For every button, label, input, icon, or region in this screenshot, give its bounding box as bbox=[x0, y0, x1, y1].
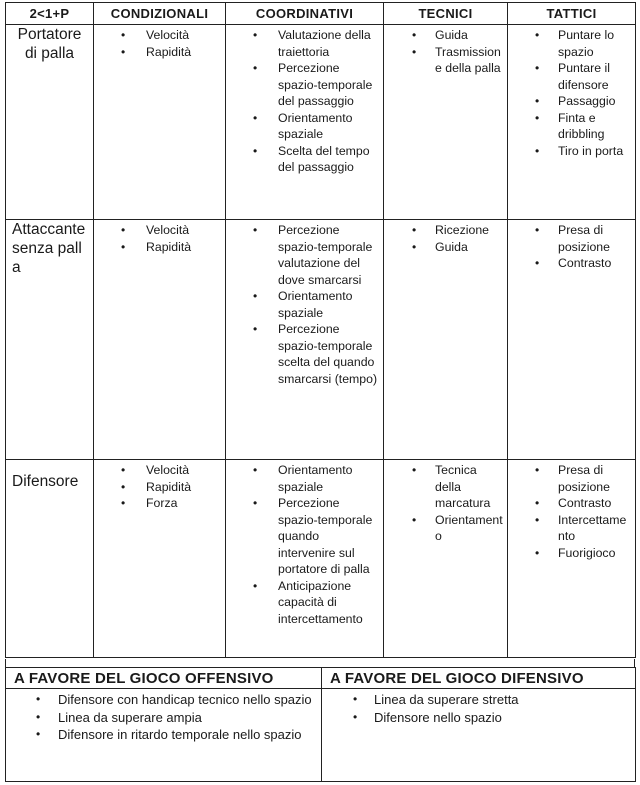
list-item: • Rapidità bbox=[94, 479, 221, 496]
list-item: • Difensore in ritardo temporale nello spazio bbox=[6, 726, 315, 744]
list-item: • Percezione spazio-temporale del passaggio bbox=[226, 60, 379, 110]
list-item: • Presa di posizione bbox=[508, 222, 631, 255]
row-label-text: Portatore di palla bbox=[17, 26, 82, 62]
list-item: • Contrasto bbox=[508, 255, 631, 272]
cell-tattici bbox=[508, 460, 636, 658]
row-portatore bbox=[6, 25, 636, 220]
cell-tecnici bbox=[384, 25, 508, 220]
list-item: • Velocità bbox=[94, 462, 221, 479]
list-item: • Velocità bbox=[94, 222, 221, 239]
list-item: • Guida bbox=[384, 239, 503, 256]
list-item: • Fuorigioco bbox=[508, 545, 631, 562]
difensivo-title: A FAVORE DEL GIOCO DIFENSIVO bbox=[322, 668, 636, 689]
list-item: • Passaggio bbox=[508, 93, 631, 110]
cell-tattici bbox=[508, 220, 636, 460]
list-item: • Percezione spazio-temporale scelta del quando smarcarsi (tempo) bbox=[226, 321, 379, 387]
list-item: • Scelta del tempo del passaggio bbox=[226, 143, 379, 176]
row-difensore bbox=[6, 460, 636, 658]
header-corner: 2<1+P bbox=[6, 3, 94, 25]
list-item: • Orientamento spaziale bbox=[226, 462, 379, 495]
row-label bbox=[6, 220, 94, 460]
list-item: • Rapidità bbox=[94, 44, 221, 61]
list-item: • Difensore nello spazio bbox=[322, 709, 629, 727]
list-item: • Orientamento spaziale bbox=[226, 288, 379, 321]
list-item: • Tiro in porta bbox=[508, 143, 631, 160]
list-item: • Difensore con handicap tecnico nello spazio bbox=[6, 691, 315, 709]
cell-coordinativi bbox=[226, 220, 384, 460]
cell-condizionali bbox=[94, 220, 226, 460]
header-coordinativi: COORDINATIVI bbox=[226, 3, 384, 25]
list-item: • Puntare il difensore bbox=[508, 60, 631, 93]
offensivo-cell bbox=[6, 689, 322, 782]
row-attaccante bbox=[6, 220, 636, 460]
header-condizionali: CONDIZIONALI bbox=[94, 3, 226, 25]
row-label-text: Difensore bbox=[12, 473, 79, 490]
row-label-text: Attaccante senza palla bbox=[12, 221, 86, 276]
list-item: • Valutazione della traiettoria bbox=[226, 27, 379, 60]
cell-tecnici bbox=[384, 460, 508, 658]
list-item: • Contrasto bbox=[508, 495, 631, 512]
list-item: • Velocità bbox=[94, 27, 221, 44]
analysis-table bbox=[5, 2, 636, 658]
list-item: • Linea da superare stretta bbox=[322, 691, 629, 709]
list-item: • Percezione spazio-temporale valutazione del dove smarcarsi bbox=[226, 222, 379, 288]
list-item: • Ricezione bbox=[384, 222, 503, 239]
list-item: • Orientamento bbox=[384, 512, 503, 545]
offensivo-title: A FAVORE DEL GIOCO OFFENSIVO bbox=[6, 668, 322, 689]
header-row bbox=[6, 3, 636, 25]
list-item: • Puntare lo spazio bbox=[508, 27, 631, 60]
list-item: • Percezione spazio-temporale quando intervenire sul portatore di palla bbox=[226, 495, 379, 578]
cell-tattici bbox=[508, 25, 636, 220]
list-item: • Anticipazione capacità di intercettamento bbox=[226, 578, 379, 628]
header-tattici: TATTICI bbox=[508, 3, 636, 25]
list-item: • Presa di posizione bbox=[508, 462, 631, 495]
list-item: • Intercettamento bbox=[508, 512, 631, 545]
list-item: • Orientamento spaziale bbox=[226, 110, 379, 143]
row-label bbox=[6, 460, 94, 658]
table-gap bbox=[5, 659, 635, 667]
list-item: • Rapidità bbox=[94, 239, 221, 256]
cell-coordinativi bbox=[226, 460, 384, 658]
cell-tecnici bbox=[384, 220, 508, 460]
list-item: • Finta e dribbling bbox=[508, 110, 631, 143]
summary-body-row bbox=[6, 689, 636, 782]
list-item: • Forza bbox=[94, 495, 221, 512]
summary-table bbox=[5, 667, 636, 782]
list-item: • Tecnica della marcatura bbox=[384, 462, 503, 512]
header-tecnici: TECNICI bbox=[384, 3, 508, 25]
list-item: • Guida bbox=[384, 27, 503, 44]
row-label bbox=[6, 25, 94, 220]
cell-condizionali bbox=[94, 25, 226, 220]
summary-header-row bbox=[6, 668, 636, 689]
cell-condizionali bbox=[94, 460, 226, 658]
list-item: • Linea da superare ampia bbox=[6, 709, 315, 727]
list-item: • Trasmissione della palla bbox=[384, 44, 503, 77]
difensivo-cell bbox=[322, 689, 636, 782]
cell-coordinativi bbox=[226, 25, 384, 220]
